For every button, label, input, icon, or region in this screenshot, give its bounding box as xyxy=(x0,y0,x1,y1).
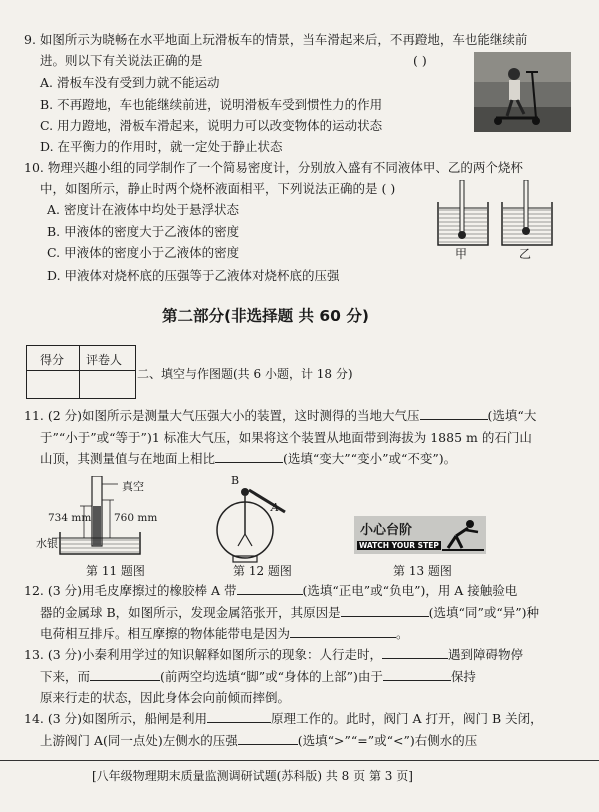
part2-title: 第二部分(非选择题 共 60 分) xyxy=(162,307,369,325)
q13-text-2a: 下来，而 xyxy=(40,669,91,684)
q13-text-1b: 遇到障碍物停 xyxy=(448,647,524,662)
fig11-caption: 第 11 题图 xyxy=(86,564,145,578)
q12-text-1b: (选填“正电”或“负电”)，用 A 接触验电 xyxy=(302,583,518,598)
q10-option-b: B. 甲液体的密度大于乙液体的密度 xyxy=(47,224,240,239)
falling-person-icon xyxy=(442,518,484,552)
fig13-sign-cn: 小心台阶 xyxy=(360,523,413,538)
q9-option-b: B. 不再蹬地，车也能继续前进，说明滑板车受到惯性力的作用 xyxy=(40,97,383,112)
score-label: 得分 xyxy=(40,353,65,367)
q12-line2 xyxy=(40,603,539,622)
fig12-a-label: A xyxy=(271,501,279,514)
q13-line1 xyxy=(24,645,523,664)
q9-option-a: A. 滑板车没有受到力就不能运动 xyxy=(40,75,220,90)
q9-answer-paren: ( ) xyxy=(413,53,427,68)
q11-text-1b: (选填“大 xyxy=(487,408,537,423)
q14-line2 xyxy=(40,731,477,750)
q14-text-1b: 原理工作的。此时，阀门 A 打开，阀门 B 关闭， xyxy=(271,711,543,726)
q14-blank-2 xyxy=(238,732,298,745)
q9-stem-line1: 9. 如图所示为晓畅在水平地面上玩滑板车的情景，当车滑起来后，不再蹬地，车也能继续前 xyxy=(24,32,528,47)
q11-line3 xyxy=(40,449,456,468)
q13-text-1a: 13. (3 分)小秦利用学过的知识解释如图所示的现象：人行走时， xyxy=(24,647,383,662)
q11-text-3b: (选填“变大”“变小”或“不变”)。 xyxy=(283,451,457,466)
q13-blank-2 xyxy=(90,668,160,681)
q14-text-2a: 上游阀门 A(同一点处)左侧水的压强 xyxy=(40,733,238,748)
q11-text-1a: 11. (2 分)如图所示是测量大气压强大小的装置，这时测得的当地大气压 xyxy=(24,408,420,423)
q14-blank-1 xyxy=(207,710,271,723)
q12-line1 xyxy=(24,581,517,600)
grader-label: 评卷人 xyxy=(86,353,123,367)
q13-blank-3 xyxy=(383,668,451,681)
q12-text-2b: (选填“同”或“异”)种 xyxy=(428,605,539,620)
q12-text-3a: 电荷相互排斥。相互摩擦的物体能带电是因为 xyxy=(40,626,291,641)
fig12-caption: 第 12 题图 xyxy=(233,564,292,578)
q9-stem-line2: 进。则以下有关说法正确的是 xyxy=(40,53,203,68)
page-footer: [八年级物理期末质量监测调研试题(苏科版) 共 8 页 第 3 页] xyxy=(92,769,413,783)
q11-text-3a: 山顶，其测量值与在地面上相比 xyxy=(40,451,216,466)
q12-text-3b: 。 xyxy=(396,626,409,641)
q13-text-3: 原来行走的状态，因此身体会向前倾而摔倒。 xyxy=(40,690,291,705)
section-heading: 二、填空与作图题(共 6 小题，计 18 分) xyxy=(137,367,353,381)
q10-option-d: D. 甲液体对烧杯底的压强等于乙液体对烧杯底的压强 xyxy=(47,268,340,283)
fig11-vacuum-label: 真空 xyxy=(122,480,144,493)
q13-line2 xyxy=(40,667,476,686)
q13-text-2b: (前两空均选填“脚”或“身体的上部”)由于 xyxy=(160,669,383,684)
q13-text-2c: 保持 xyxy=(450,669,476,684)
fig13-sign xyxy=(354,516,486,554)
fig11-734-label: 734 mm xyxy=(48,512,92,524)
q11-line1 xyxy=(24,406,536,425)
q14-text-1a: 14. (3 分)如图所示，船闸是利用 xyxy=(24,711,208,726)
q12-line3 xyxy=(40,624,409,643)
q12-blank-3 xyxy=(290,625,396,638)
footer-divider xyxy=(0,760,599,761)
q11-text-2: 于”“小于”或“等于”)1 标准大气压，如果将这个装置从地面带到海拔为 1885 m 的石门山 xyxy=(40,430,532,445)
q11-blank-1 xyxy=(420,407,488,420)
q12-text-2a: 器的金属球 B，如图所示，发现金属箔张开，其原因是 xyxy=(40,605,341,620)
q10-label-yi: 乙 xyxy=(519,247,532,261)
q12-text-1a: 12. (3 分)用毛皮摩擦过的橡胶棒 A 带 xyxy=(24,583,237,598)
q10-stem-line2: 中，如图所示，静止时两个烧杯液面相平，下列说法正确的是 ( ) xyxy=(40,181,396,196)
fig12-b-label: B xyxy=(231,474,240,487)
q9-option-c: C. 用力蹬地，滑板车滑起来，说明力可以改变物体的运动状态 xyxy=(40,118,383,133)
q12-blank-2 xyxy=(341,604,429,617)
fig12-electroscope xyxy=(205,484,300,564)
fig13-sign-en: WATCH YOUR STEP xyxy=(359,541,439,550)
fig11-760-label: 760 mm xyxy=(114,512,158,524)
q13-blank-1 xyxy=(382,646,448,659)
q12-blank-1 xyxy=(237,582,303,595)
q10-label-jia: 甲 xyxy=(455,247,468,261)
score-table xyxy=(26,345,136,399)
q10-option-a: A. 密度计在液体中均处于悬浮状态 xyxy=(47,202,239,217)
q10-option-c: C. 甲液体的密度小于乙液体的密度 xyxy=(47,245,240,260)
q10-stem-line1: 10. 物理兴趣小组的同学制作了一个简易密度计，分别放入盛有不同液体甲、乙的两个烧杯 xyxy=(24,160,523,175)
fig11-mercury-label: 水银 xyxy=(36,537,58,550)
q10-beakers-figure xyxy=(430,180,570,260)
q14-text-2b: (选填“>”“=”或“<”)右侧水的压 xyxy=(297,733,478,748)
q14-line1 xyxy=(24,709,543,728)
q9-scooter-photo xyxy=(474,52,571,132)
fig13-caption: 第 13 题图 xyxy=(393,564,452,578)
q9-option-d: D. 在平衡力的作用时，就一定处于静止状态 xyxy=(40,139,283,154)
q11-blank-2 xyxy=(215,450,283,463)
